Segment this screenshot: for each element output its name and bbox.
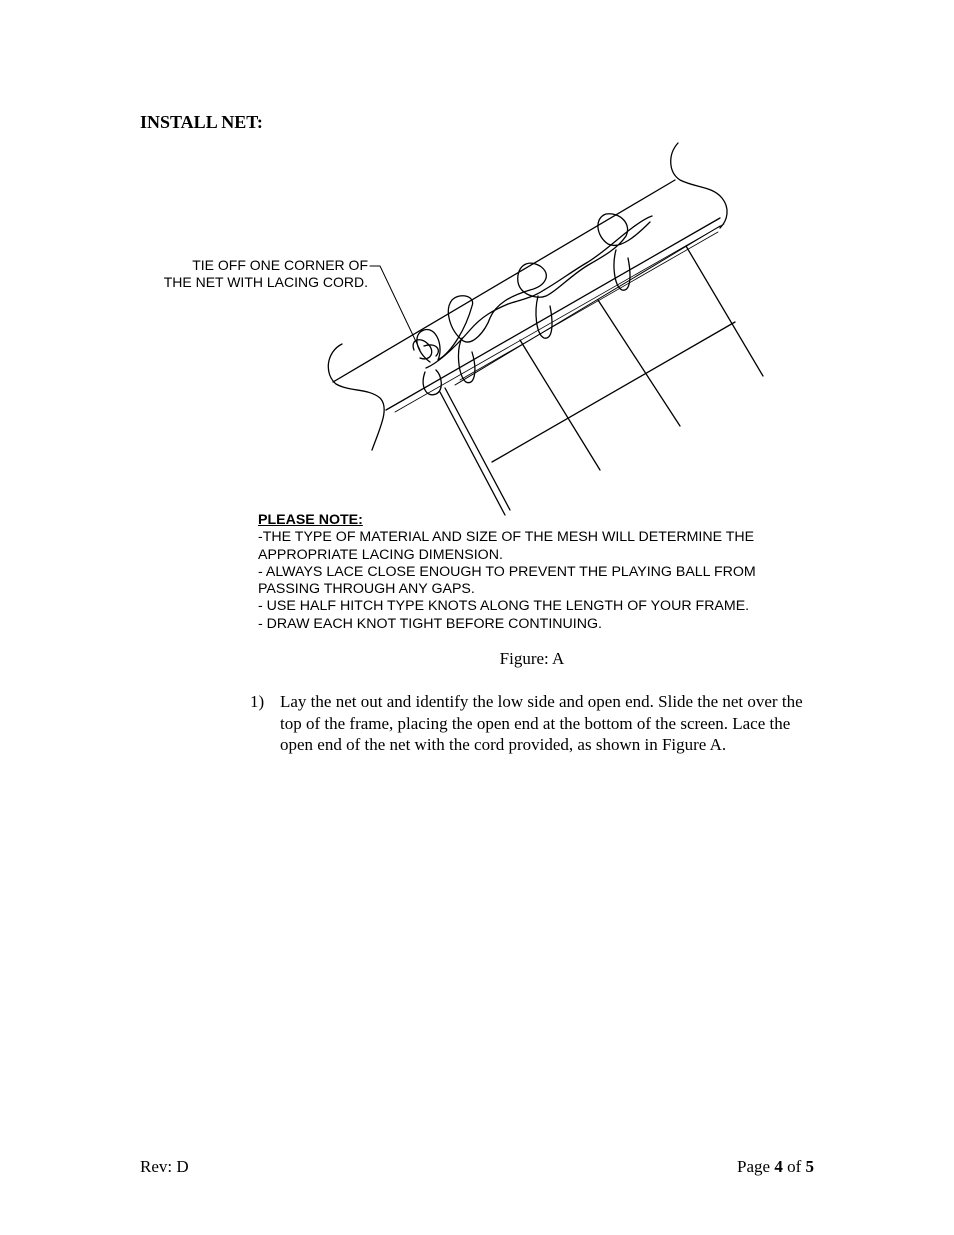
page-label: Page (737, 1157, 771, 1176)
note-heading: PLEASE NOTE: (258, 512, 363, 528)
section-heading: INSTALL NET: (140, 112, 263, 132)
note-line: -THE TYPE OF MATERIAL AND SIZE OF THE MESH WILL DETERMINE THE (258, 529, 755, 546)
step-number: 1) (250, 692, 265, 711)
please-note-block (258, 512, 818, 633)
callout-line: THE NET WITH LACING CORD. (163, 274, 368, 290)
note-line: APPROPRIATE LACING DIMENSION. (258, 546, 503, 563)
callout-line: TIE OFF ONE CORNER OF (192, 257, 368, 273)
page-number (737, 1157, 814, 1177)
frame-break-right (671, 143, 727, 228)
net-strand-4 (686, 246, 763, 376)
figure-caption: Figure: A (499, 649, 565, 668)
net-top-rope (455, 226, 720, 385)
step-text: Lay the net out and identify the low side and open end. Slide the net over the top of the frame, placing the open end at the bottom of the screen. Lace the open end of the net with the cord provided, as shown in Figure A. (280, 692, 803, 754)
page-current: 4 (774, 1157, 783, 1176)
net-strand-2 (520, 340, 600, 470)
instruction-step (250, 691, 810, 756)
net-mesh-horizontal (492, 322, 735, 462)
net-strand-1b (440, 392, 505, 515)
frame-tube-underside (395, 224, 724, 412)
net-strand-1 (445, 388, 510, 510)
frame-tube-bottom-edge (386, 218, 720, 410)
figure-callout (140, 257, 368, 291)
frame-break-left (328, 344, 384, 450)
net-lacing-diagram (140, 138, 820, 528)
note-line: - ALWAYS LACE CLOSE ENOUGH TO PREVENT THE PLAYING BALL FROM (258, 563, 756, 580)
note-line: - DRAW EACH KNOT TIGHT BEFORE CONTINUING. (258, 615, 602, 632)
page-total: 5 (805, 1157, 814, 1176)
note-line: PASSING THROUGH ANY GAPS. (258, 581, 475, 598)
lacing-cord (417, 214, 650, 362)
note-line: - USE HALF HITCH TYPE KNOTS ALONG THE LENGTH OF YOUR FRAME. (258, 598, 750, 615)
callout-leader-line (370, 266, 420, 350)
net-strand-3 (598, 300, 680, 426)
instruction-steps (250, 691, 810, 756)
revision-label: Rev: D (140, 1157, 189, 1176)
page-of: of (787, 1157, 802, 1176)
